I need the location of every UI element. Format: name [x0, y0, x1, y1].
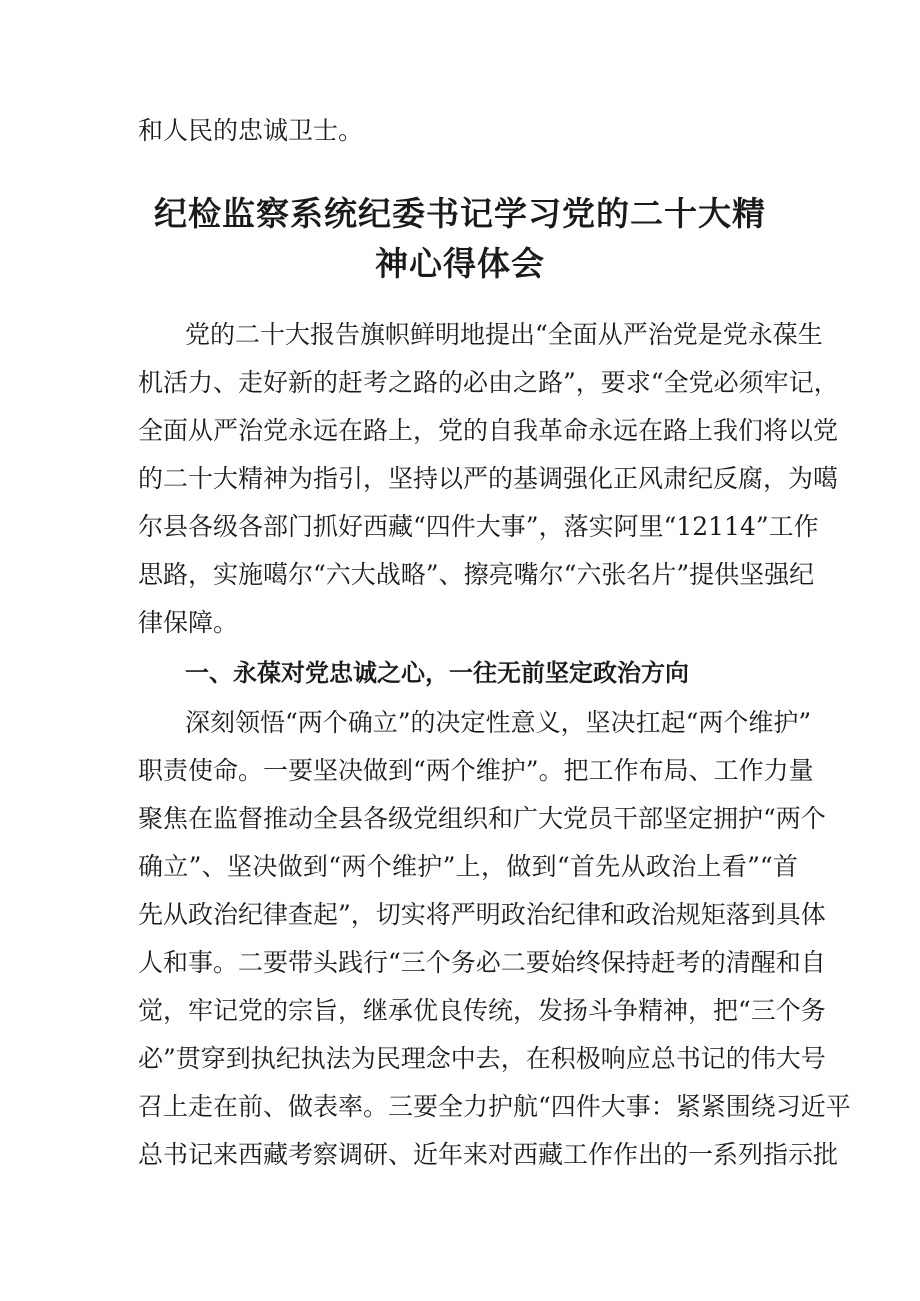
paragraph-2-line: 必”贯穿到执纪执法为民理念中去，在积极响应总书记的伟大号: [138, 1044, 826, 1073]
paragraph-1-line: 尔县各级各部门抓好西藏“四件大事”，落实阿里“12114”工作: [138, 512, 819, 541]
document-title-line-1: 纪检监察系统纪委书记学习党的二十大精: [154, 194, 766, 233]
section-1-heading: 一、永葆对党忠诚之心，一往无前坚定政治方向: [185, 659, 689, 687]
paragraph-2-line: 召上走在前、做表率。三要全力护航“四件大事：紧紧围绕习近平: [138, 1092, 851, 1121]
paragraph-1-line: 的二十大精神为指引，坚持以严的基调强化正风肃纪反腐，为噶: [138, 464, 839, 493]
paragraph-1-line: 全面从严治党永远在路上，党的自我革命永远在路上我们将以党: [138, 416, 839, 445]
paragraph-2-line: 总书记来西藏考察调研、近年来对西藏工作作出的一系列指示批: [138, 1140, 839, 1169]
paragraph-2-line: 先从政治纪律查起”，切实将严明政治纪律和政治规矩落到具体: [138, 900, 826, 929]
paragraph-1-line: 党的二十大报告旗帜鲜明地提出“全面从严治党是党永葆生: [185, 320, 823, 349]
paragraph-2-line: 聚焦在监督推动全县各级党组织和广大党员干部坚定拥护“两个: [138, 804, 826, 833]
paragraph-2-line: 职责使命。一要坚决做到“两个维护”。把工作布局、工作力量: [138, 756, 814, 785]
paragraph-2-line: 深刻领悟“两个确立”的决定性意义，坚决扛起“两个维护”: [185, 708, 812, 737]
continuation-text: 和人民的忠诚卫士。: [138, 116, 364, 145]
document-title-line-2: 神心得体会: [375, 244, 545, 283]
paragraph-1-line: 律保障。: [138, 608, 239, 637]
paragraph-2-line: 确立”、坚决做到“两个维护”上，做到“首先从政治上看”“首: [138, 852, 798, 881]
paragraph-2-line: 觉，牢记党的宗旨，继承优良传统，发扬斗争精神，把“三个务: [138, 996, 826, 1025]
paragraph-1-line: 思路，实施噶尔“六大战略”、擦亮嘴尔“六张名片”提供坚强纪: [138, 560, 815, 589]
paragraph-1-line: 机活力、走好新的赶考之路的必由之路”，要求“全党必须牢记，: [138, 368, 839, 397]
paragraph-2-line: 人和事。二要带头践行“三个务必二要始终保持赶考的清醒和自: [138, 948, 826, 977]
